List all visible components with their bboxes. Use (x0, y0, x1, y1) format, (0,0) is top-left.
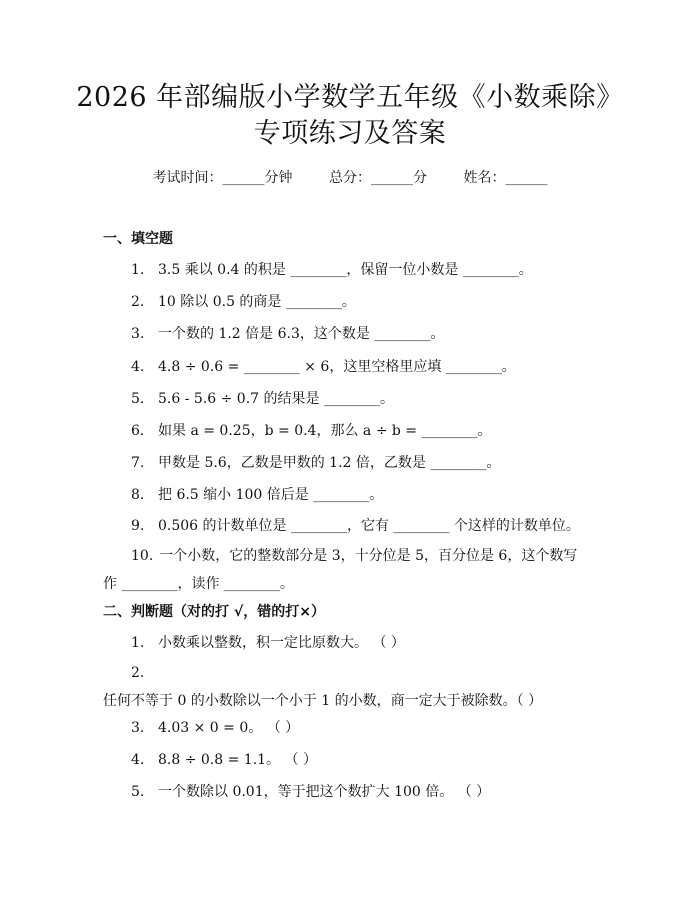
question-item (131, 782, 490, 802)
question-number: 4. (131, 752, 145, 768)
question-item (131, 421, 491, 441)
exam-time: 考试时间：______分钟 (152, 170, 293, 186)
section-heading-fill-blank: 一、填空题 (103, 231, 173, 247)
question-item (131, 324, 444, 344)
question-item (131, 357, 516, 377)
question-text: 3.5 乘以 0.4 的积是 ________，保留一位小数是 ________。 (158, 262, 533, 278)
question-text: 一个数除以 0.01，等于把这个数扩大 100 倍。 （ ） (158, 784, 491, 800)
question-number: 7. (131, 455, 145, 471)
question-item (131, 453, 500, 473)
question-text: 10 除以 0.5 的商是 ________。 (158, 294, 356, 310)
question-number: 1. (131, 635, 145, 651)
question-number: 4. (131, 359, 145, 375)
question-number: 3. (131, 326, 145, 342)
question-text: 小数乘以整数，积一定比原数大。 （ ） (158, 635, 405, 651)
page-subtitle: 专项练习及答案 (253, 118, 447, 149)
question-item (131, 516, 580, 536)
question-number: 1. (131, 262, 145, 278)
question-text: 任何不等于 0 的小数除以一个小于 1 的小数，商一定大于被除数。（ ） (103, 693, 543, 709)
question-text: 0.506 的计数单位是 ________，它有 ________ 个这样的计数单位。 (158, 518, 580, 534)
question-number: 5. (131, 391, 145, 407)
section-heading-true-false: 二、判断题（对的打 √，错的打×） (103, 604, 325, 620)
question-number: 5. (131, 784, 145, 800)
question-number: 9. (131, 518, 145, 534)
question-number: 8. (131, 487, 145, 503)
question-item-wrapped (103, 659, 586, 715)
question-item (131, 485, 383, 505)
total-score: 总分：______分 (329, 170, 427, 186)
question-item (131, 633, 405, 653)
question-item (131, 260, 533, 280)
exam-meta (0, 168, 700, 188)
question-text: 8.8 ÷ 0.8 = 1.1。 （ ） (158, 752, 317, 768)
question-number: 2. (131, 294, 145, 310)
question-item (131, 292, 356, 312)
question-text: 把 6.5 缩小 100 倍后是 ________。 (158, 487, 384, 503)
question-item (131, 718, 299, 738)
question-text: 4.03 × 0 = 0。 （ ） (158, 720, 300, 736)
question-item (131, 750, 317, 770)
question-text: 5.6 - 5.6 ÷ 0.7 的结果是 ________。 (158, 391, 394, 407)
student-name: 姓名：______ (463, 170, 548, 186)
question-number: 10. (131, 548, 154, 564)
question-item-wrapped (103, 542, 586, 598)
page-title: 2026 年部编版小学数学五年级《小数乘除》 (76, 82, 624, 113)
question-number: 6. (131, 423, 145, 439)
question-text: 甲数是 5.6，乙数是甲数的 1.2 倍，乙数是 ________。 (158, 455, 501, 471)
question-item (131, 389, 394, 409)
question-number: 3. (131, 720, 145, 736)
question-text: 4.8 ÷ 0.6 = ________ × 6，这里空格里应填 ________。 (158, 359, 516, 375)
question-number: 2. (131, 665, 145, 681)
question-text: 如果 a = 0.25，b = 0.4，那么 a ÷ b = ________。 (158, 423, 492, 439)
question-text: 一个数的 1.2 倍是 6.3，这个数是 ________。 (158, 326, 445, 342)
question-text: 一个小数，它的整数部分是 3，十分位是 5，百分位是 6，这个数写作 ________，读作 ________。 (103, 548, 578, 592)
